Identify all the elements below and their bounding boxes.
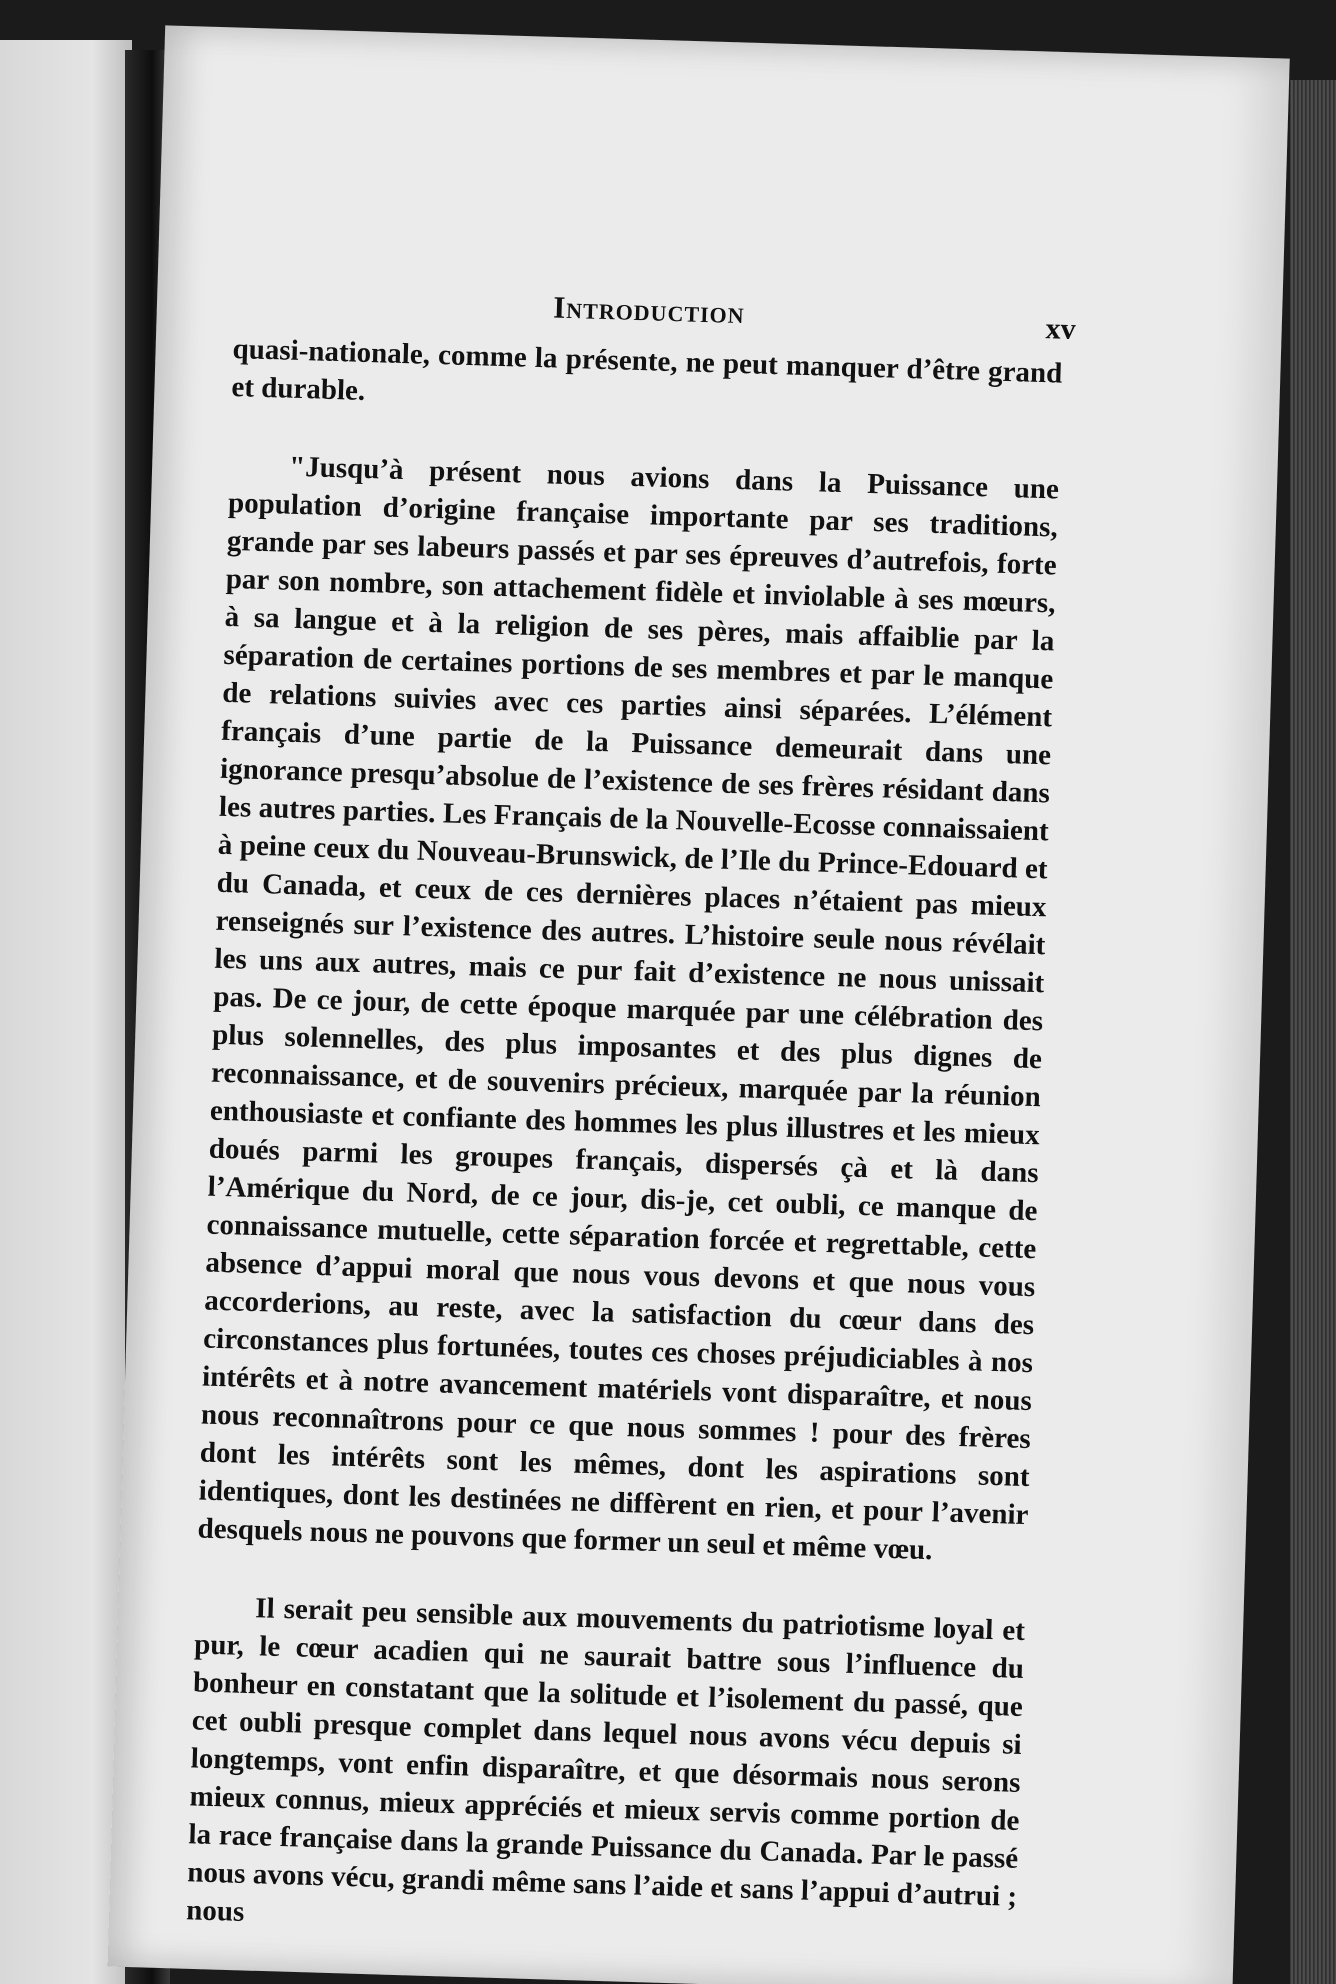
paragraph-continuation: quasi-nationale, comme la présente, ne peut manquer d’être grand et durable.	[231, 332, 1063, 407]
page-number: xv	[1045, 312, 1077, 346]
paragraph: Il serait peu sensible aux mouvements du patriotisme loyal et pur, le cœur acadien qui ne saurait battre sous l’influence du bonheur en constatant que la solitude et l’isolement du passé, que cet oubli presque complet dans lequel nous avons vécu depuis si longtemps, vont enfin disparaître, et que désormais nous serons mieux connus, mieux appréciés et mieux servis comme portion de la race française dans la grande Puissance du Canada. Par le passé nous avons vécu, grandi même sans l’aide et sans l’appui d’autrui ; nous	[185, 1592, 1026, 1928]
page-fore-edge	[1290, 80, 1336, 1984]
chapter-title: Introduction	[552, 289, 746, 331]
page-content	[185, 270, 1077, 1954]
facing-page-edge	[0, 40, 132, 1984]
body-text	[186, 330, 1063, 1954]
paragraph-quotation: "Jusqu’à présent nous avions dans la Puissance une population d’origine française importante par ses traditions, grande par ses labeurs passés et par ses épreuves d’autrefois, forte par son nombre, son attachement fidèle et inviolable à ses mœurs, à sa langue et à la religion de ses pères, mais affaiblie par la séparation de certaines portions de ses membres et par le manque de relations suivies avec ces parties ainsi séparées. L’élément français d’une partie de la Puissance demeurait dans une ignorance presqu’absolue de l’existence de ses frères résidant dans les autres parties. Les Français de la Nouvelle-Ecosse connaissaient à peine ceux du Nouveau-Brunswick, de l’Ile du Prince-Edouard et du Canada, et ceux de ces dernières places n’étaient pas mieux renseignés sur l’existence des autres. L’histoire seule nous révélait les uns aux autres, mais ce pur fait d’existence ne nous unissait pas. De ce jour, de cette époque marquée par une célébration des plus solennelles, des plus imposantes et des plus dignes de reconnaissance, et de souvenirs précieux, marquée par la réunion enthousiaste et confiante des hommes les plus illustres et les mieux doués parmi les groupes français, dispersés çà et là dans l’Amérique du Nord, de ce jour, dis-je, cet oubli, ce manque de connaissance mutuelle, cette séparation forcée et regrettable, cette absence d’appui moral que nous vous devons et que nous vous accorderions, au reste, avec la satisfaction du cœur dans des circonstances plus fortunées, toutes ces choses préjudiciables à nos intérêts et à notre avancement matériels vont disparaître, et nous nous reconnaîtrons pour ce que nous sommes ! pour des frères dont les intérêts sont les mêmes, dont les aspirations sont identiques, dont les destinées ne diffèrent en rien, et pour l’avenir desquels nous ne pouvons que former un seul et même vœu.	[197, 450, 1060, 1567]
